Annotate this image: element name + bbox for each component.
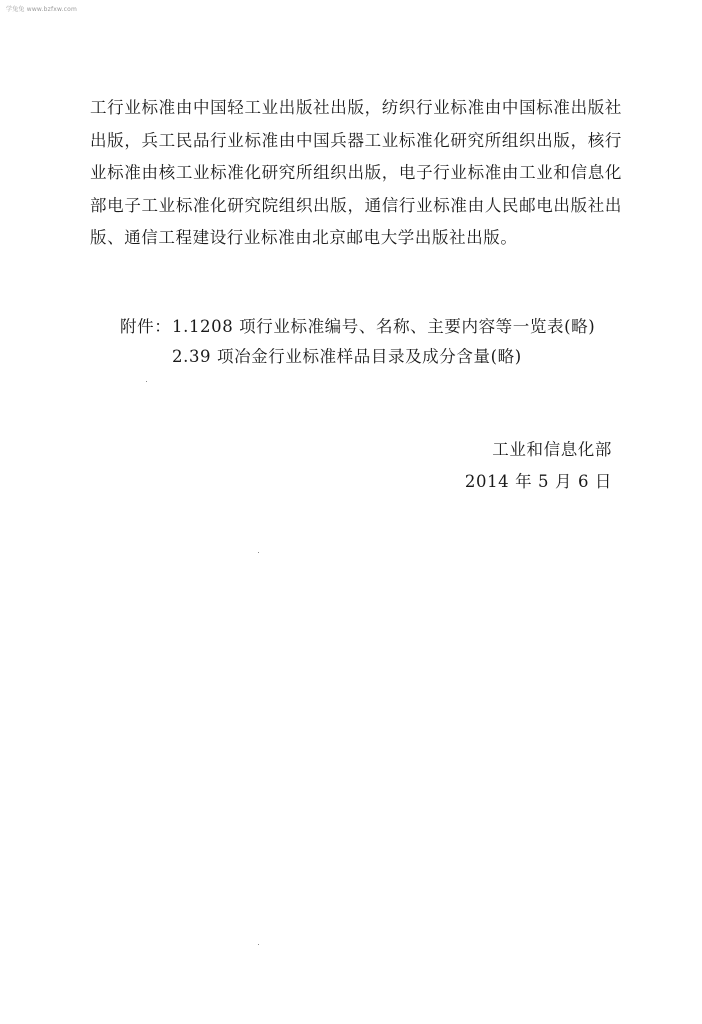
issuing-organization: 工业和信息化部 [492,440,612,459]
scan-speck [146,381,147,382]
scan-speck [258,552,259,553]
attachment-text-2: 2.39 项冶金行业标准样品目录及成分含量(略) [172,347,522,366]
body-paragraph: 工行业标准由中国轻工业出版社出版，纺织行业标准由中国标准出版社出版，兵工民品行业标准由中国兵器工业标准化研究所组织出版，核行业标准由核工业标准化研究所组织出版，电子行业标准由工业和信息化部电子工业标准化研究院组织出版，通信行业标准由人民邮电出版社出版、通信工程建设行业标准由北京邮电大学出版社出版。 [90,98,622,247]
watermark-text: 学兔兔 www.bzfxw.com [6,6,78,13]
attachment-text-1: 1.1208 项行业标准编号、名称、主要内容等一览表(略) [172,317,596,336]
scan-speck [258,944,259,945]
attachments-label: 附件： [120,317,172,336]
attachment-item-2 [120,342,595,372]
signature-block [465,434,612,498]
issue-date: 2014 年 5 月 6 日 [464,472,612,491]
attachment-item-1 [120,312,595,342]
attachments-list [120,312,595,372]
attachment-indent [120,342,172,372]
